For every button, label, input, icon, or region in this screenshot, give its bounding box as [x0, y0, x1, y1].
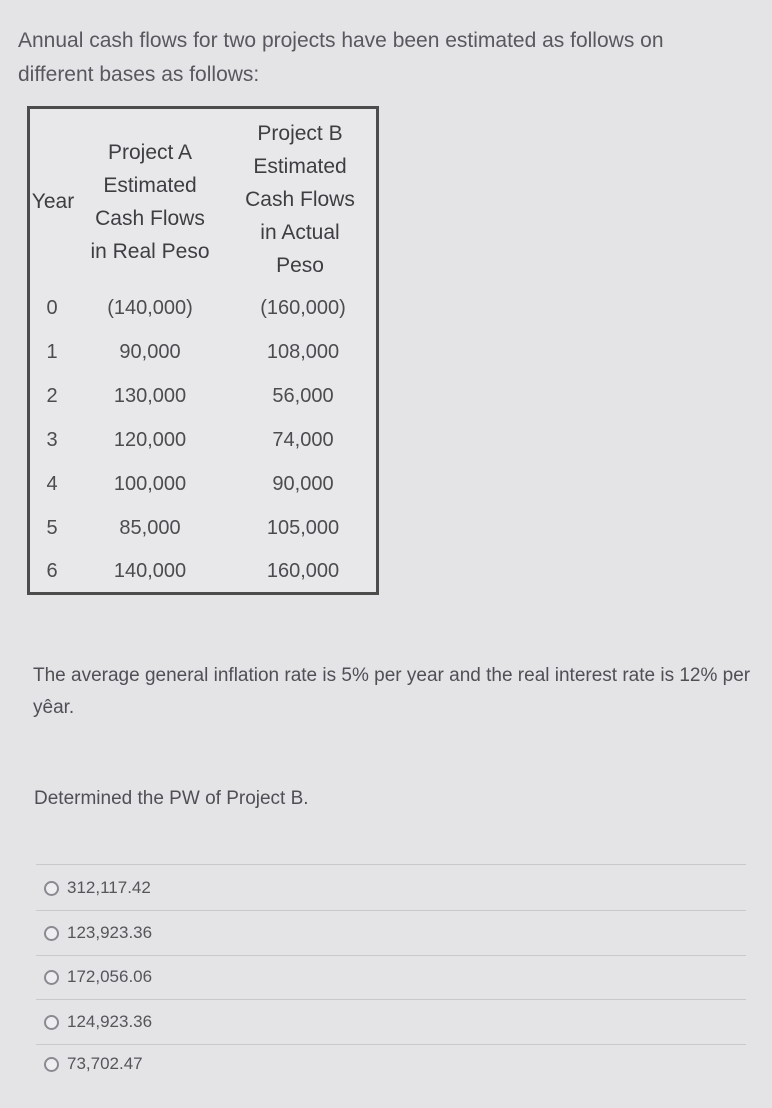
- answer-option-label: 73,702.47: [67, 1054, 143, 1073]
- table-row: 0 (140,000) (160,000): [46, 297, 346, 319]
- answer-option[interactable]: [44, 965, 152, 989]
- cash-flow-table: [27, 106, 379, 595]
- table-row: 3 120,000 74,000: [46, 429, 334, 451]
- answer-option-label: 124,923.36: [67, 1012, 153, 1031]
- table-row: 6 140,000 160,000: [46, 560, 340, 582]
- divider: [36, 999, 746, 1000]
- table-row: 1 90,000 108,000: [46, 341, 340, 363]
- radio-icon[interactable]: [44, 881, 59, 896]
- radio-icon[interactable]: [44, 926, 59, 941]
- divider: [36, 910, 746, 911]
- answer-option[interactable]: [44, 921, 152, 945]
- table-row: 5 85,000 105,000: [46, 517, 340, 539]
- question-text: Determined the PW of Project B.: [34, 788, 309, 809]
- header-project-b: Project B Estimated Cash Flows in Actual Peso: [245, 122, 355, 277]
- problem-intro: Annual cash flows for two projects have been estimated as follows on different bases as follows:: [18, 29, 664, 86]
- answer-option-label: 312,117.42: [67, 878, 151, 897]
- header-year: Year: [31, 190, 75, 213]
- divider: [36, 1044, 746, 1045]
- answer-option[interactable]: [44, 1052, 143, 1076]
- answer-option-label: 172,056.06: [67, 967, 153, 986]
- answer-option[interactable]: [44, 1010, 152, 1034]
- answer-option[interactable]: [44, 876, 151, 900]
- table-row: 2 130,000 56,000: [46, 385, 334, 407]
- radio-icon[interactable]: [44, 1057, 59, 1072]
- radio-icon[interactable]: [44, 970, 59, 985]
- answer-option-label: 123,923.36: [67, 923, 153, 942]
- header-project-a: Project A Estimated Cash Flows in Real Peso: [90, 141, 210, 263]
- radio-icon[interactable]: [44, 1015, 59, 1030]
- divider: [36, 955, 746, 956]
- table-row: 4 100,000 90,000: [46, 473, 334, 495]
- inflation-info: The average general inflation rate is 5% per year and the real interest rate is 12% per yêar.: [33, 665, 751, 718]
- divider: [36, 864, 746, 865]
